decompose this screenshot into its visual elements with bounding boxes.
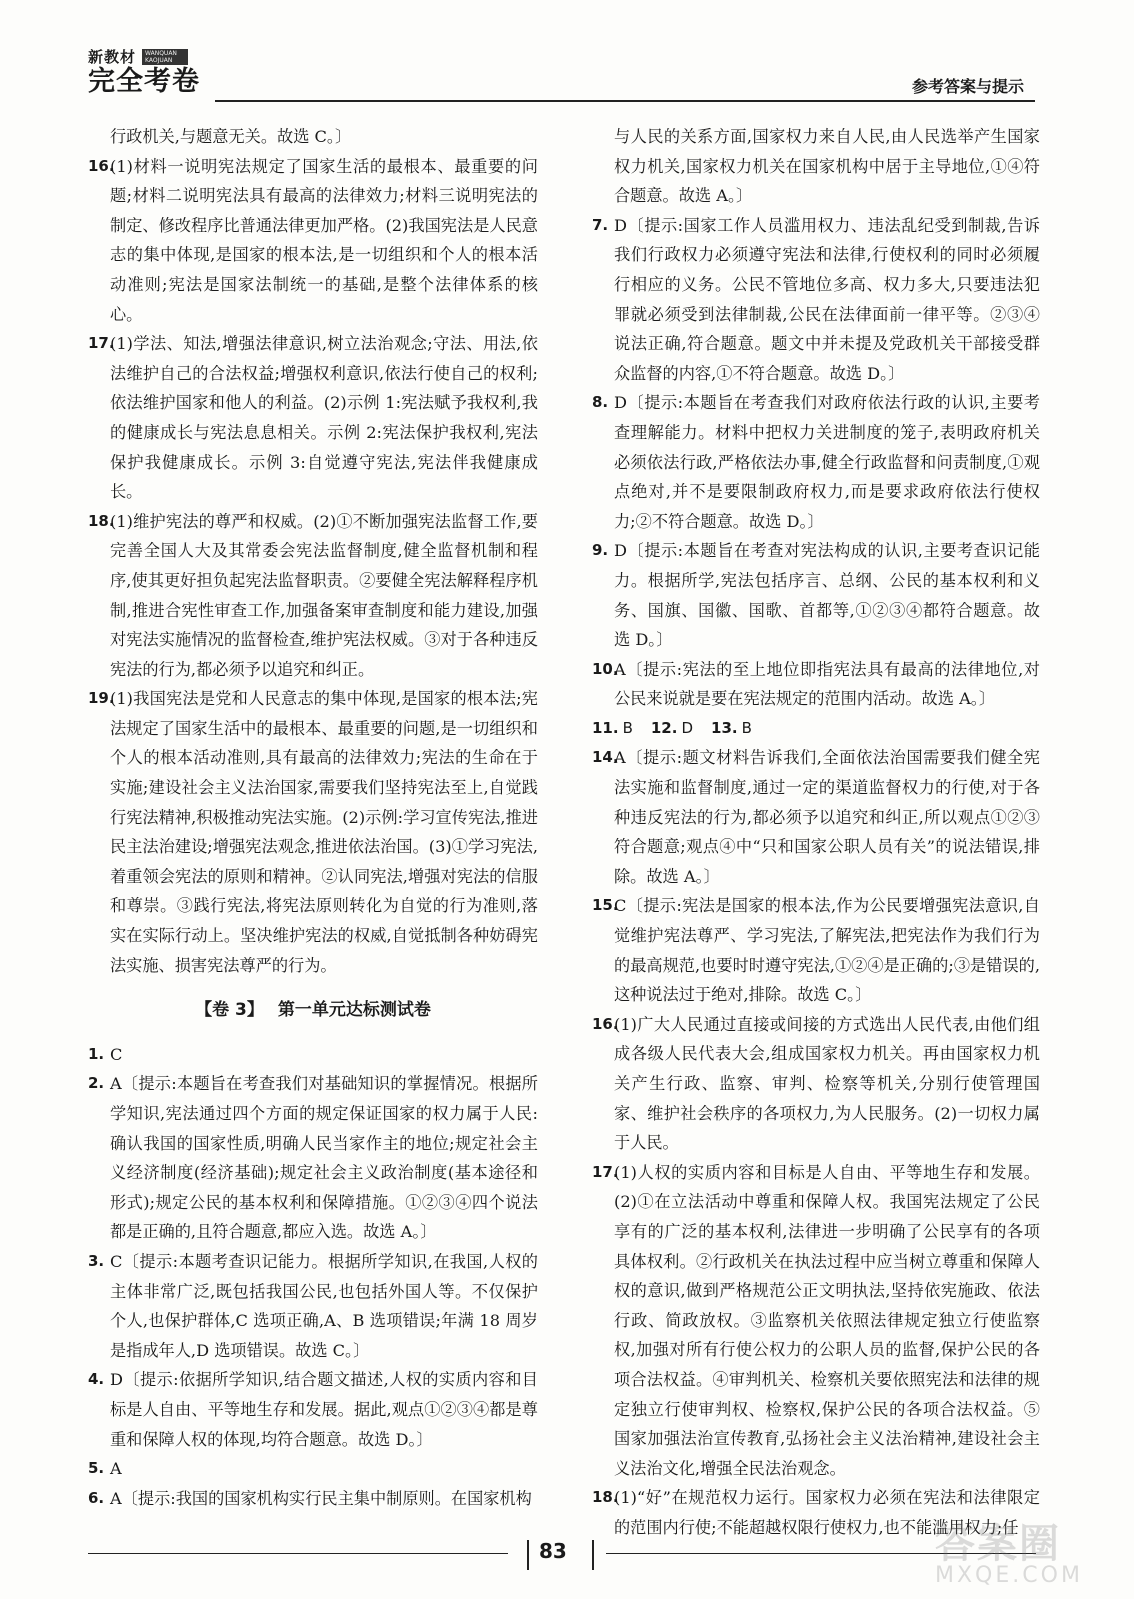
answer-text: A〔提示:我国的国家机构实行民主集中制原则。在国家机构 xyxy=(110,1488,532,1508)
answer-item xyxy=(88,1247,538,1365)
answer-item xyxy=(592,891,1040,1009)
answer-number: 5. xyxy=(88,1459,105,1478)
answer-number: 13. xyxy=(711,718,738,737)
answer-text: D〔提示:本题旨在考查对宪法构成的认识,主要考查识记能力。根据所学,宪法包括序言、总纲、公民的基本权利和义务、国旗、国徽、国歌、首都等,①②③④都符合题意。故选 D。〕 xyxy=(614,541,1040,650)
answer-item xyxy=(592,655,1040,714)
answer-number: 17. xyxy=(88,334,115,353)
watermark-logo xyxy=(935,1512,1115,1592)
brand-logo xyxy=(88,46,200,97)
answer-item xyxy=(88,507,538,685)
answer-text: A〔提示:题文材料告诉我们,全面依法治国需要我们健全宪法实施和监督制度,通过一定的渠道监督权力的行使,对于各种违反宪法的行为,都必须予以追究和纠正,所以观点①②③符合题意;观点④中“只和国家公职人员有关”的说法错误,排除。故选 A。〕 xyxy=(614,748,1040,886)
answer-number: 1. xyxy=(88,1044,105,1063)
answer-item xyxy=(88,1040,538,1070)
answer-number: 17. xyxy=(592,1162,619,1181)
answer-item xyxy=(88,329,538,507)
answer-number: 16. xyxy=(592,1014,619,1033)
answer-number: 3. xyxy=(88,1251,105,1270)
answer-item xyxy=(592,743,1040,891)
watermark-bottom: MXQE.COM xyxy=(935,1563,1083,1588)
answer-text: (1)材料一说明宪法规定了国家生活的最根本、最重要的问题;材料二说明宪法具有最高的法律效力;材料三说明宪法的制定、修改程序比普通法律更加严格。(2)我国宪法是人民意志的集中体现,是国家的根本法,是一切组织和个人的根本活动准则;宪法是国家法制统一的基础,是整个法律体系的核心。 xyxy=(110,156,538,324)
page-number: 83 xyxy=(539,1539,567,1563)
footer-bar-right xyxy=(592,1540,594,1570)
answer-text: 行政机关,与题意无关。故选 C。〕 xyxy=(110,127,352,146)
answer-number: 18. xyxy=(592,1488,619,1507)
answer-number: 11. xyxy=(592,718,619,737)
quick-answer xyxy=(711,719,752,737)
answer-text: (1)“好”在规范权力运行。国家权力必须在宪法和法律限定的范围内行使;不能超越权限行使权力,也不能滥用权力;任 xyxy=(614,1488,1040,1537)
answer-number: 8. xyxy=(592,393,609,412)
quick-answer xyxy=(651,719,693,737)
answer-text: D〔提示:本题旨在考查我们对政府依法行政的认识,主要考查理解能力。材料中把权力关进制度的笼子,表明政府机关必须依法行政,严格依法办事,健全行政监督和问责制度,①观点绝对,并不是要限制政府权力,而是要求政府依法行使权力;②不符合题意。故选 D。〕 xyxy=(614,393,1040,531)
answer-number: 6. xyxy=(88,1488,105,1507)
quick-answer xyxy=(592,719,633,737)
watermark-top: 答案圈 xyxy=(935,1521,1061,1567)
answer-text: C〔提示:本题考查识记能力。根据所学知识,在我国,人权的主体非常广泛,既包括我国公民,也包括外国人等。不仅保护个人,也保护群体,C 选项正确,A、B 选项错误;年满 18 周岁是指成年人,D 选项错误。故选 C。〕 xyxy=(110,1251,538,1360)
answer-text: D〔提示:国家工作人员滥用权力、违法乱纪受到制裁,告诉我们行政权力必须遵守宪法和法律,行使权利的同时必须履行相应的义务。公民不管地位多高、权力多大,只要违法犯罪就必须受到法律制裁,公民在法律面前一律平等。②③④说法正确,符合题意。题文中并未提及党政机关干部接受群众监督的内容,①不符合题意。故选 D。〕 xyxy=(614,215,1040,383)
answer-number: 18. xyxy=(88,511,115,530)
answer-text: B xyxy=(741,718,752,737)
answer-item xyxy=(88,1484,538,1514)
answer-item xyxy=(88,1365,538,1454)
answer-number: 12. xyxy=(650,718,678,737)
right-column xyxy=(592,122,1040,1543)
answer-text: 与人民的关系方面,国家权力来自人民,由人民选举产生国家权力机关,国家权力机关在国家机构中居于主导地位,①④符合题意。故选 A。〕 xyxy=(614,127,1040,206)
footer-bar-left xyxy=(527,1540,529,1570)
answer-text: A〔提示:本题旨在考查我们对基础知识的掌握情况。根据所学知识,宪法通过四个方面的规定保证国家的权力属于人民:确认我国的国家性质,明确人民当家作主的地位;规定社会主义经济制度(经济基础);规定社会主义政治制度(基本途径和形式);规定公民的基本权利和保障措施。①②③④四个说法都是正确的,且符合题意,都应入选。故选 A。〕 xyxy=(110,1074,538,1242)
section-tag: 【卷 3】 xyxy=(195,1000,264,1021)
section-header-title: 参考答案与提示 xyxy=(911,77,1024,96)
answer-text: A xyxy=(110,1459,122,1479)
answer-number: 14. xyxy=(592,748,619,767)
answer-text: (1)维护宪法的尊严和权威。(2)①不断加强宪法监督工作,要完善全国人大及其常委会宪法监督制度,健全监督机制和程序,使其更好担负起宪法监督职责。②要健全宪法解释程序机制,推进合宪性审查工作,加强备案审查制度和能力建设,加强对宪法实施情况的监督检查,维护宪法权威。③对于各种违反宪法的行为,都必须予以追究和纠正。 xyxy=(110,511,538,679)
answer-number: 2. xyxy=(88,1074,105,1093)
answer-text: C〔提示:宪法是国家的根本法,作为公民要增强宪法意识,自觉维护宪法尊严、学习宪法,了解宪法,把宪法作为我们行为的最高规范,也要时时遵守宪法,①②④是正确的;③是错误的,这种说法过于绝对,排除。故选 C。〕 xyxy=(614,896,1040,1005)
answer-item xyxy=(88,152,538,330)
answer-text: C xyxy=(110,1044,123,1064)
answer-number: 15. xyxy=(592,896,619,915)
answer-item xyxy=(592,1158,1040,1484)
answer-text: (1)人权的实质内容和目标是人自由、平等地生存和发展。(2)①在立法活动中尊重和保障人权。我国宪法规定了公民享有的广泛的基本权利,法律进一步明确了公民享有的各项具体权利。②行政机关在执法过程中应当树立尊重和保障人权的意识,做到严格规范公正文明执法,坚持依宪施政、依法行政、简政放权。③监察机关依照法律规定独立行使监察权,加强对所有行使公权力的公职人员的监督,保护公民的各项合法权益。④审判机关、检察机关要依照宪法和法律的规定独立行使审判权、检察权,保护公民的各项合法权益。⑤国家加强法治宣传教育,弘扬社会主义法治精神,建设社会主义法治文化,增强全民法治观念。 xyxy=(614,1162,1040,1478)
answer-text: A〔提示:宪法的至上地位即指宪法具有最高的法律地位,对公民来说就是要在宪法规定的范围内活动。故选 A。〕 xyxy=(614,659,1040,709)
answer-text: (1)我国宪法是党和人民意志的集中体现,是国家的根本法;宪法规定了国家生活中的最根本、最重要的问题,是一切组织和个人的根本活动准则,具有最高的法律效力;宪法的生命在于实施;建设社会主义法治国家,需要我们坚持宪法至上,自觉践行宪法精神,积极推动宪法实施。(2)示例:学习宣传宪法,推进民主法治建设;增强宪法观念,推进依法治国。(3)①学习宪法,着重领会宪法的原则和精神。②认同宪法,增强对宪法的信服和尊崇。③践行宪法,将宪法原则转化为自觉的行为准则,落实在实际行动上。坚决维护宪法的权威,自觉抵制各种妨碍宪法实施、损害宪法尊严的行为。 xyxy=(110,689,538,975)
header-rule xyxy=(215,100,1035,102)
footer-rule-left xyxy=(88,1553,508,1554)
answer-number: 7. xyxy=(592,215,609,234)
answer-item xyxy=(88,684,538,980)
answer-text: (1)学法、知法,增强法律意识,树立法治观念;守法、用法,依法维护自己的合法权益;增强权利意识,依法行使自己的权利;依法维护国家和他人的利益。(2)示例 1:宪法赋予我权利,我的健康成长与宪法息息相关。示例 2:宪法保护我权利,宪法保护我健康成长。示例 3:自觉遵守宪法,宪法伴我健康成长。 xyxy=(110,334,538,502)
answer-item xyxy=(88,1069,538,1247)
brand-title: 完全考卷 xyxy=(88,66,200,97)
brand-small-text: 新教材 xyxy=(88,48,137,66)
answer-item xyxy=(592,388,1040,536)
answer-number: 9. xyxy=(592,541,609,560)
answer-item xyxy=(592,1010,1040,1158)
answer-item xyxy=(592,211,1040,389)
left-column xyxy=(88,122,538,1513)
answer-item xyxy=(88,122,538,152)
answer-number: 10. xyxy=(592,659,619,678)
quick-answers xyxy=(592,714,1040,744)
page-header xyxy=(0,0,1134,110)
answer-number: 19. xyxy=(88,689,115,708)
answer-text: B xyxy=(622,718,633,737)
answer-text: (1)广大人民通过直接或间接的方式选出人民代表,由他们组成各级人民代表大会,组成国家权力机关。再由国家权力机关产生行政、监察、审判、检察等机关,分别行使管理国家、维护社会秩序的各项权力,为人民服务。(2)一切权力属于人民。 xyxy=(614,1014,1040,1153)
answer-item xyxy=(592,122,1040,211)
answer-number: 4. xyxy=(88,1370,105,1389)
brand-badge: WANQUAN KAOJUAN xyxy=(142,49,188,65)
answer-item xyxy=(88,1454,538,1484)
section-title-text: 第一单元达标测试卷 xyxy=(277,1000,431,1021)
answer-number: 16. xyxy=(88,156,115,175)
answer-item xyxy=(592,536,1040,654)
answer-text: D xyxy=(681,718,694,737)
section-title xyxy=(88,996,538,1026)
answer-text: D〔提示:依据所学知识,结合题文描述,人权的实质内容和目标是人自由、平等地生存和发展。据此,观点①②③④都是尊重和保障人权的体现,均符合题意。故选 D。〕 xyxy=(110,1370,538,1449)
